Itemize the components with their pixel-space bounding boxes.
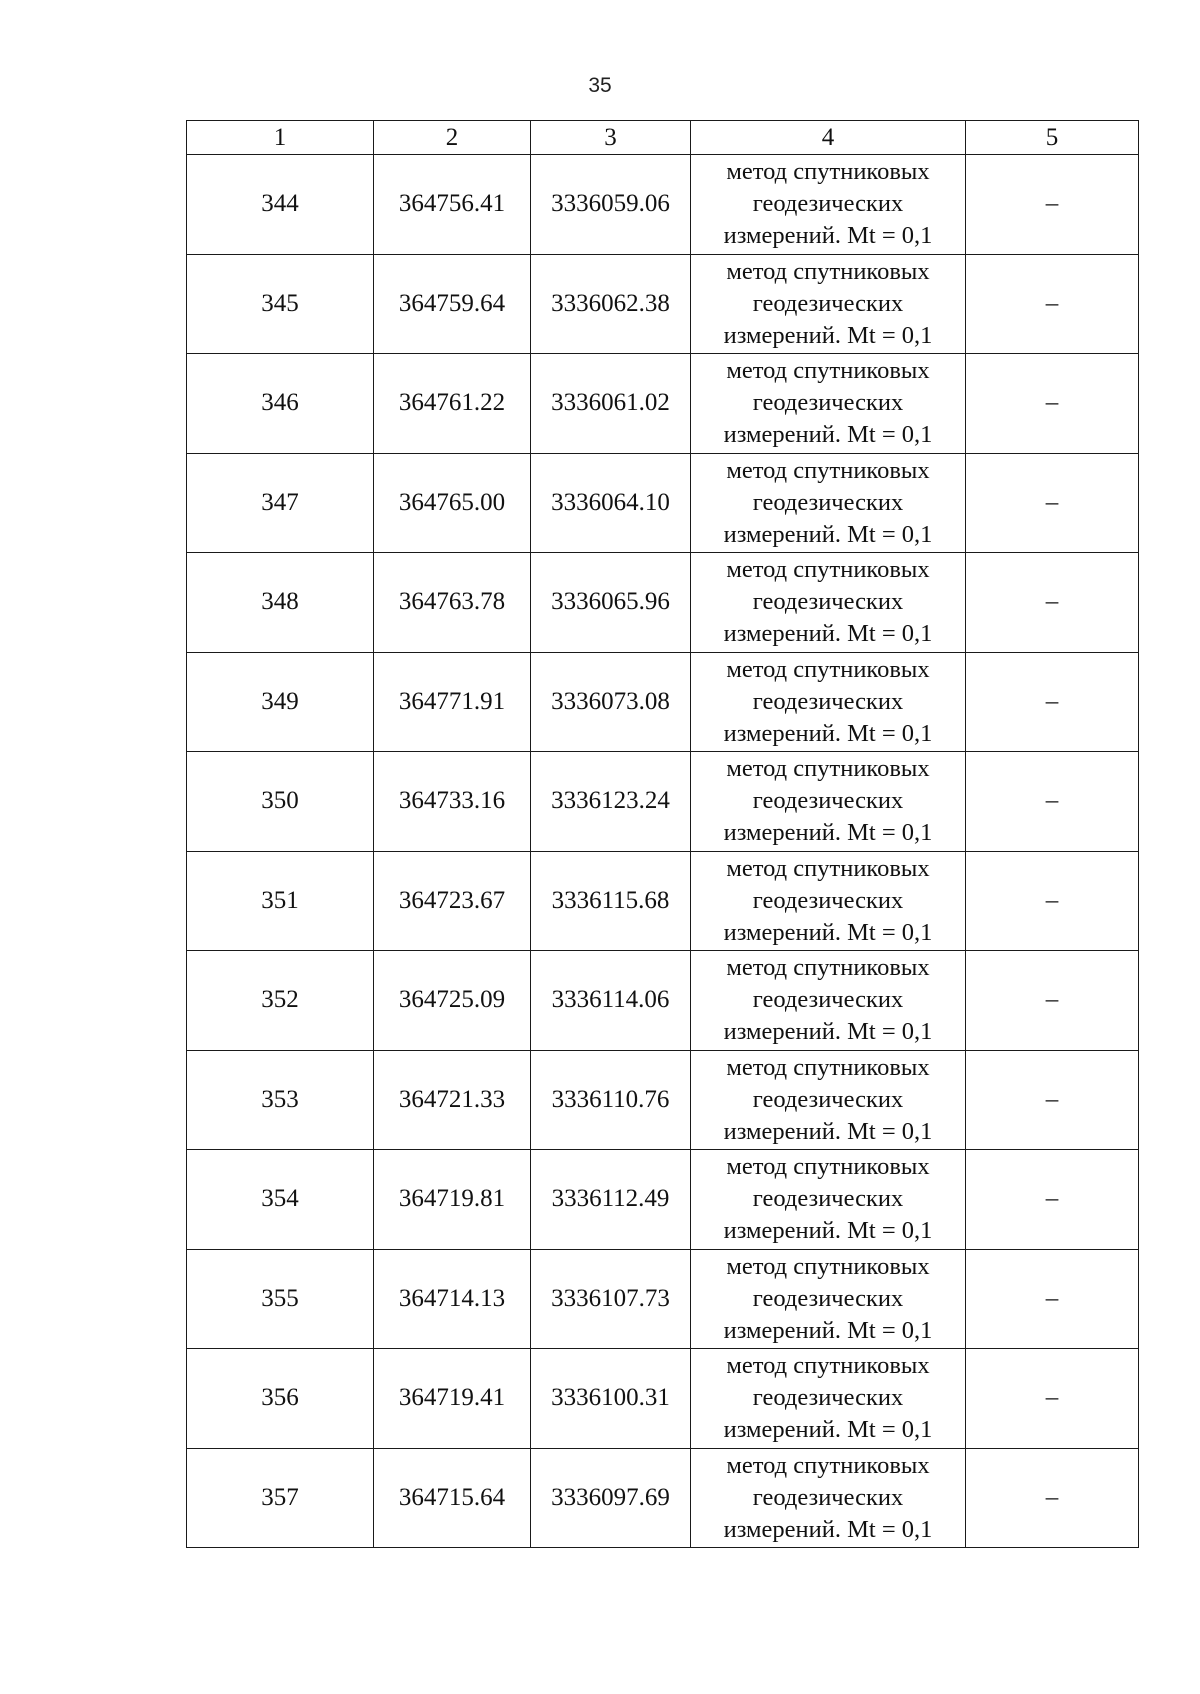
note-dash-cell: – [966,354,1139,454]
x-coordinate-cell: 364719.81 [374,1150,531,1250]
method-text-line: измерений. Mt = 0,1 [723,620,933,648]
method-text-line: метод спутниковых [726,854,930,882]
method-cell [691,354,966,454]
table-row [187,951,1139,1051]
point-number-cell: 344 [187,155,374,255]
x-coordinate-cell: 364714.13 [374,1249,531,1349]
y-coordinate-cell: 3336112.49 [531,1150,691,1250]
x-coordinate-cell: 364715.64 [374,1448,531,1548]
method-text-line: измерений. Mt = 0,1 [723,421,933,449]
x-coordinate-cell: 364763.78 [374,553,531,653]
method-text-line: измерений. Mt = 0,1 [723,918,933,946]
method-text-line: метод спутниковых [726,755,930,783]
table-row [187,1249,1139,1349]
method-text-line: измерений. Mt = 0,1 [723,1018,933,1046]
method-text-line: метод спутниковых [726,655,930,683]
x-coordinate-cell: 364719.41 [374,1349,531,1449]
method-text-line: измерений. Mt = 0,1 [723,1416,933,1444]
y-coordinate-cell: 3336073.08 [531,652,691,752]
y-coordinate-cell: 3336100.31 [531,1349,691,1449]
table-body [187,155,1139,1548]
method-cell [691,1448,966,1548]
x-coordinate-cell: 364723.67 [374,851,531,951]
method-text-line: измерений. Mt = 0,1 [723,321,933,349]
method-cell [691,155,966,255]
method-cell [691,1050,966,1150]
method-text-line: геодезических [752,1284,904,1312]
method-cell [691,652,966,752]
x-coordinate-cell: 364759.64 [374,254,531,354]
x-coordinate-cell: 364765.00 [374,453,531,553]
method-cell [691,553,966,653]
note-dash-cell: – [966,453,1139,553]
x-coordinate-cell: 364725.09 [374,951,531,1051]
column-header-4: 4 [691,121,966,155]
method-text-line: геодезических [752,986,904,1014]
method-text-line: измерений. Mt = 0,1 [723,222,933,250]
method-text-line: метод спутниковых [726,357,930,385]
x-coordinate-cell: 364756.41 [374,155,531,255]
method-text-line: геодезических [752,1185,904,1213]
note-dash-cell: – [966,851,1139,951]
point-number-cell: 353 [187,1050,374,1150]
table-row [187,453,1139,553]
point-number-cell: 356 [187,1349,374,1449]
method-text-line: измерений. Mt = 0,1 [723,1117,933,1145]
point-number-cell: 348 [187,553,374,653]
method-text-line: метод спутниковых [726,1252,930,1280]
method-text-line: геодезических [752,190,904,218]
note-dash-cell: – [966,1050,1139,1150]
point-number-cell: 349 [187,652,374,752]
column-header-2: 2 [374,121,531,155]
note-dash-cell: – [966,553,1139,653]
table-row [187,752,1139,852]
method-text-line: геодезических [752,389,904,417]
method-cell [691,1150,966,1250]
method-text-line: метод спутниковых [726,456,930,484]
table-row [187,254,1139,354]
method-cell [691,951,966,1051]
page-number: 35 [588,74,612,97]
method-cell [691,453,966,553]
y-coordinate-cell: 3336097.69 [531,1448,691,1548]
method-text-line: измерений. Mt = 0,1 [723,719,933,747]
y-coordinate-cell: 3336064.10 [531,453,691,553]
point-number-cell: 351 [187,851,374,951]
table-row [187,155,1139,255]
table-row [187,553,1139,653]
note-dash-cell: – [966,1448,1139,1548]
y-coordinate-cell: 3336065.96 [531,553,691,653]
method-text-line: метод спутниковых [726,556,930,584]
method-text-line: геодезических [752,886,904,914]
point-number-cell: 357 [187,1448,374,1548]
coordinates-table [186,120,1139,1548]
x-coordinate-cell: 364721.33 [374,1050,531,1150]
y-coordinate-cell: 3336115.68 [531,851,691,951]
note-dash-cell: – [966,1150,1139,1250]
table-row [187,1448,1139,1548]
method-text-line: геодезических [752,1085,904,1113]
method-cell [691,1249,966,1349]
column-header-5: 5 [966,121,1139,155]
point-number-cell: 345 [187,254,374,354]
column-header-1: 1 [187,121,374,155]
y-coordinate-cell: 3336110.76 [531,1050,691,1150]
column-header-3: 3 [531,121,691,155]
y-coordinate-cell: 3336061.02 [531,354,691,454]
y-coordinate-cell: 3336062.38 [531,254,691,354]
point-number-cell: 347 [187,453,374,553]
note-dash-cell: – [966,652,1139,752]
method-text-line: измерений. Mt = 0,1 [723,1515,933,1543]
method-text-line: измерений. Mt = 0,1 [723,819,933,847]
table-row [187,1050,1139,1150]
table-row [187,354,1139,454]
x-coordinate-cell: 364761.22 [374,354,531,454]
note-dash-cell: – [966,1249,1139,1349]
point-number-cell: 352 [187,951,374,1051]
method-text-line: геодезических [752,588,904,616]
method-text-line: метод спутниковых [726,954,930,982]
point-number-cell: 355 [187,1249,374,1349]
point-number-cell: 354 [187,1150,374,1250]
point-number-cell: 346 [187,354,374,454]
table-row [187,1150,1139,1250]
table-header-row [187,121,1139,155]
method-text-line: геодезических [752,687,904,715]
method-text-line: геодезических [752,1483,904,1511]
table-row [187,851,1139,951]
point-number-cell: 350 [187,752,374,852]
method-text-line: метод спутниковых [726,1451,930,1479]
method-text-line: геодезических [752,289,904,317]
x-coordinate-cell: 364771.91 [374,652,531,752]
method-cell [691,752,966,852]
method-cell [691,254,966,354]
method-text-line: метод спутниковых [726,1153,930,1181]
method-text-line: метод спутниковых [726,158,930,186]
method-text-line: метод спутниковых [726,1053,930,1081]
note-dash-cell: – [966,155,1139,255]
y-coordinate-cell: 3336123.24 [531,752,691,852]
method-text-line: метод спутниковых [726,1352,930,1380]
method-text-line: геодезических [752,1384,904,1412]
y-coordinate-cell: 3336114.06 [531,951,691,1051]
note-dash-cell: – [966,254,1139,354]
y-coordinate-cell: 3336107.73 [531,1249,691,1349]
method-text-line: измерений. Mt = 0,1 [723,520,933,548]
method-text-line: геодезических [752,787,904,815]
method-text-line: измерений. Mt = 0,1 [723,1217,933,1245]
method-text-line: метод спутниковых [726,257,930,285]
table-row [187,1349,1139,1449]
note-dash-cell: – [966,752,1139,852]
table-row [187,652,1139,752]
x-coordinate-cell: 364733.16 [374,752,531,852]
method-text-line: измерений. Mt = 0,1 [723,1316,933,1344]
note-dash-cell: – [966,951,1139,1051]
method-text-line: геодезических [752,488,904,516]
y-coordinate-cell: 3336059.06 [531,155,691,255]
method-cell [691,1349,966,1449]
note-dash-cell: – [966,1349,1139,1449]
method-cell [691,851,966,951]
